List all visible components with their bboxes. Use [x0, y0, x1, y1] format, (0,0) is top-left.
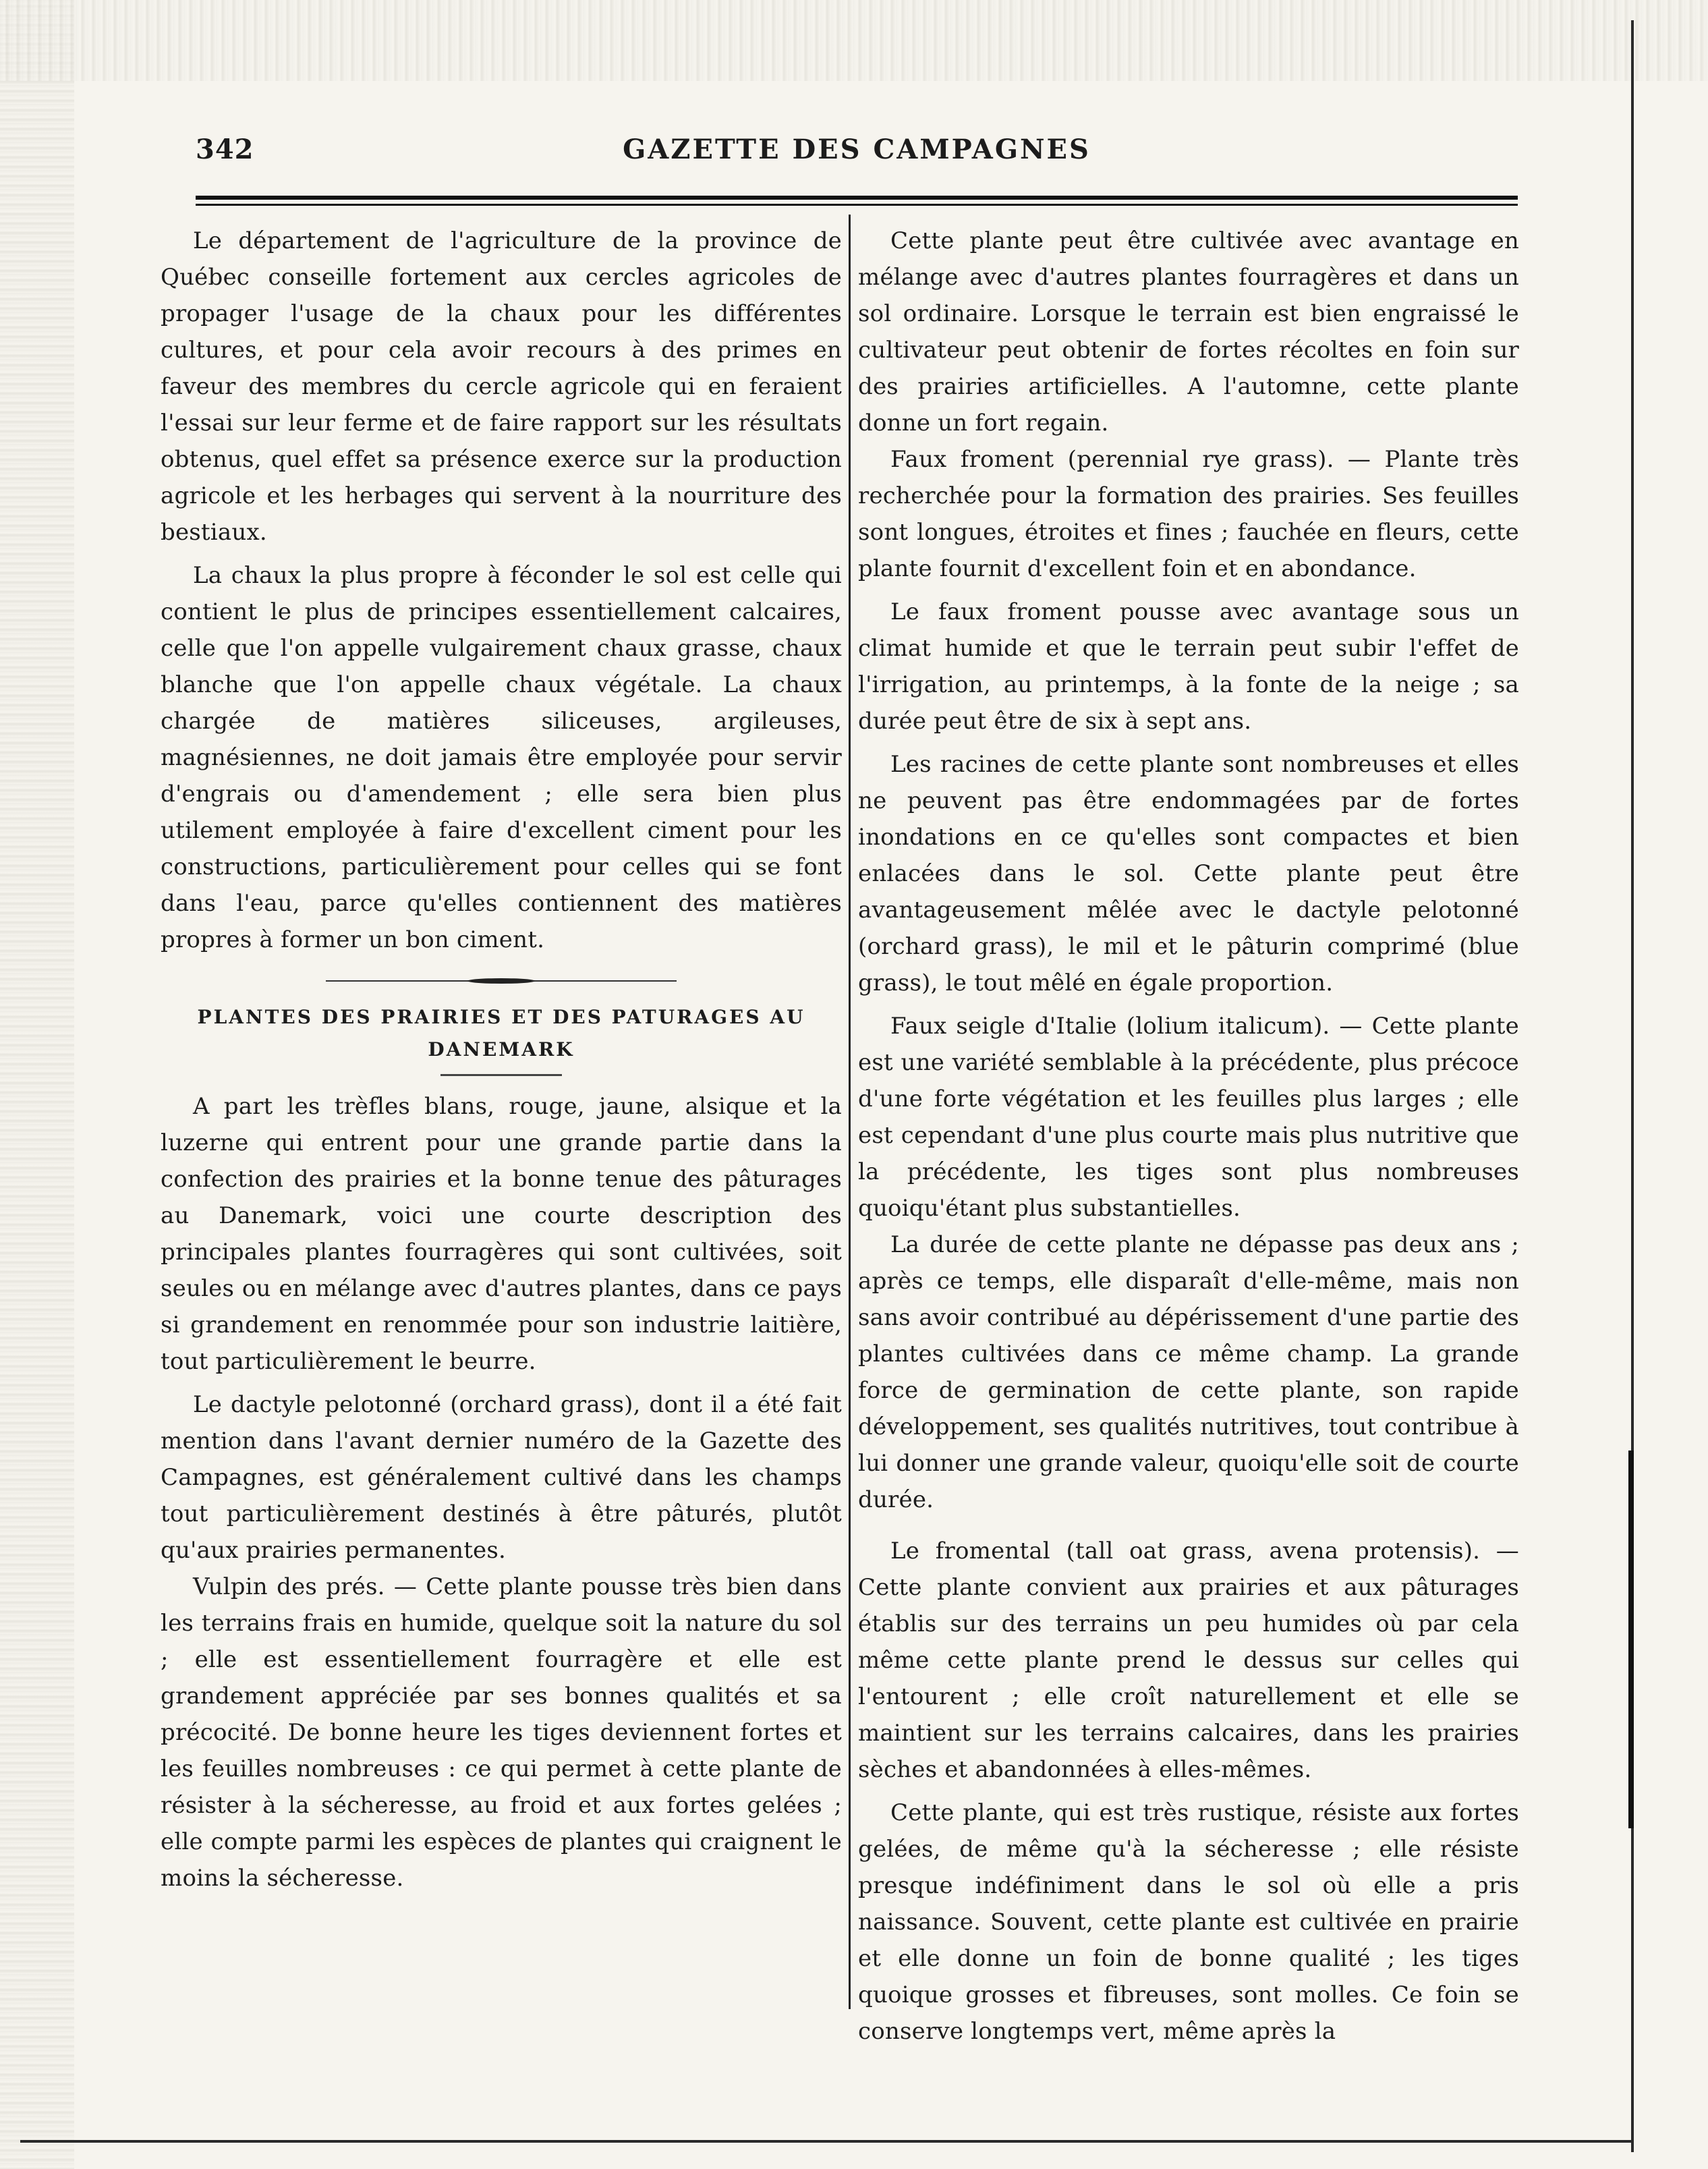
page-right-border	[1631, 20, 1634, 2152]
paragraph-fromental: Le fromental (tall oat grass, avena protensis). — Cette plante convient aux prairies et aux pâturages établis sur des terrains un peu humides où par cela même cette plante prend le dessus sur celles qui l'entourent ; elle croît naturellement et elle se maintient sur les terrains calcaires, dans les prairies sèches et abandonnées à elles-mêmes.	[858, 1538, 1519, 1783]
paragraph-chaux-departement: Le département de l'agriculture de la province de Québec conseille fortement aux cercles agricoles de propager l'usage de la chaux pour les différentes cultures, et pour cela avoir recours à des primes en faveur des membres du cercle agricole qui en feraient l'essai sur leur ferme et de faire rapport sur les résultats obtenus, quel effet sa présence exerce sur la production agricole et les herbages qui servent à la nourriture des bestiaux.	[161, 227, 842, 546]
running-title: GAZETTE DES CAMPAGNES	[623, 134, 1091, 165]
left-column	[161, 223, 842, 1896]
section-divider-ornament	[326, 973, 677, 989]
page-bottom-border	[20, 2140, 1632, 2143]
scan-edge-noise-top	[0, 0, 1708, 81]
page-number: 342	[196, 134, 254, 165]
paragraph-faux-froment: Faux froment (perennial rye grass). — Plante très recherchée pour la formation des prairies. Ses feuilles sont longues, étroites et fines ; fauchée en fleurs, cette plante fournit d'excellent foin et en abondance.	[858, 446, 1519, 582]
scan-edge-noise-left	[0, 0, 74, 2169]
paragraph-faux-froment-racines: Les racines de cette plante sont nombreuses et elles ne peuvent pas être endommagées par de fortes inondations en ce qu'elles sont compactes et bien enlacées dans le sol. Cette plante peut être avantageusement mêlée avec le dactyle pelotonné (orchard grass), le mil et le pâturin comprimé (blue grass), le tout mêlé en égale proportion.	[858, 751, 1519, 996]
paragraph-dactyle: Le dactyle pelotonné (orchard grass), dont il a été fait mention dans l'avant dernier numéro de la Gazette des Campagnes, est généralement cultivé dans les champs tout particulièrement destinés à être pâturés, plutôt qu'aux prairies permanentes.	[161, 1391, 842, 1564]
paragraph-faux-seigle: Faux seigle d'Italie (lolium italicum). — Cette plante est une variété semblable à la précédente, plus précoce d'une forte végétation et les feuilles plus larges ; elle est cependant d'une plus courte mais plus nutritive que la précédente, les tiges sont plus nombreuses quoiqu'étant plus substantielles.	[858, 1013, 1519, 1222]
section-heading-line1: PLANTES DES PRAIRIES ET DES PATURAGES AU	[197, 1006, 805, 1028]
column-divider	[849, 215, 851, 2009]
heading-sub-ornament	[440, 1074, 562, 1076]
header-rule-thick	[196, 196, 1518, 200]
paragraph-vulpin-suite: Cette plante peut être cultivée avec avantage en mélange avec d'autres plantes fourragères et dans un sol ordinaire. Lorsque le terrain est bien engraissé le cultivateur peut obtenir de fortes récoltes en foin sur des prairies artificielles. A l'automne, cette plante donne un fort regain.	[858, 227, 1519, 436]
paragraph-chaux-propre: La chaux la plus propre à féconder le sol est celle qui contient le plus de principes essentiellement calcaires, celle que l'on appelle vulgairement chaux grasse, chaux blanche que l'on appelle chaux végétale. La chaux chargée de matières siliceuses, argileuses, magnésiennes, ne doit jamais être employée pour servir d'engrais ou d'amendement ; elle sera bien plus utilement employée à faire d'excellent ciment pour les constructions, particulièrement pour celles qui se font dans l'eau, parce qu'elles contiennent des matières propres à former un bon ciment.	[161, 562, 842, 953]
paragraph-fromental-rustique: Cette plante, qui est très rustique, résiste aux fortes gelées, de même qu'à la sécheresse ; elle résiste presque indéfiniment dans le sol où elle a pris naissance. Souvent, cette plante est cultivée en prairie et elle donne un foin de bonne qualité ; les tiges quoique grosses et fibreuses, sont molles. Ce foin se conserve longtemps vert, même après la	[858, 1799, 1519, 2045]
paragraph-faux-froment-climat: Le faux froment pousse avec avantage sous un climat humide et que le terrain peut subir l'effet de l'irrigation, au printemps, à la fonte de la neige ; sa durée peut être de six à sept ans.	[858, 598, 1519, 735]
right-column	[858, 223, 1519, 2050]
section-heading-line2: DANEMARK	[428, 1038, 575, 1061]
page-right-border-thick	[1628, 1450, 1634, 1828]
page-header	[196, 134, 1518, 174]
section-heading	[161, 1001, 842, 1066]
header-rule-thin	[196, 204, 1518, 206]
paragraph-vulpin: Vulpin des prés. — Cette plante pousse très bien dans les terrains frais en humide, quelque soit la nature du sol ; elle est essentiellement fourragère et elle est grandement appréciée par ses bonnes qualités et sa précocité. De bonne heure les tiges deviennent fortes et les feuilles nombreuses : ce qui permet à cette plante de résister à la sécheresse, au froid et aux fortes gelées ; elle compte parmi les espèces de plantes qui craignent le moins la sécheresse.	[161, 1573, 842, 1892]
paragraph-trefles: A part les trèfles blans, rouge, jaune, alsique et la luzerne qui entrent pour une grande partie dans la confection des prairies et la bonne tenue des pâturages au Danemark, voici une courte description des principales plantes fourragères qui sont cultivées, soit seules ou en mélange avec d'autres plantes, dans ce pays si grandement en renommée pour son industrie laitière, tout particulièrement le beurre.	[161, 1093, 842, 1375]
paragraph-faux-seigle-duree: La durée de cette plante ne dépasse pas deux ans ; après ce temps, elle disparaît d'elle-même, mais non sans avoir contribué au dépérissement d'une partie des plantes cultivées dans ce même champ. La grande force de germination de cette plante, son rapide développement, ses qualités nutritives, tout contribue à lui donner une grande valeur, quoiqu'elle soit de courte durée.	[858, 1231, 1519, 1513]
